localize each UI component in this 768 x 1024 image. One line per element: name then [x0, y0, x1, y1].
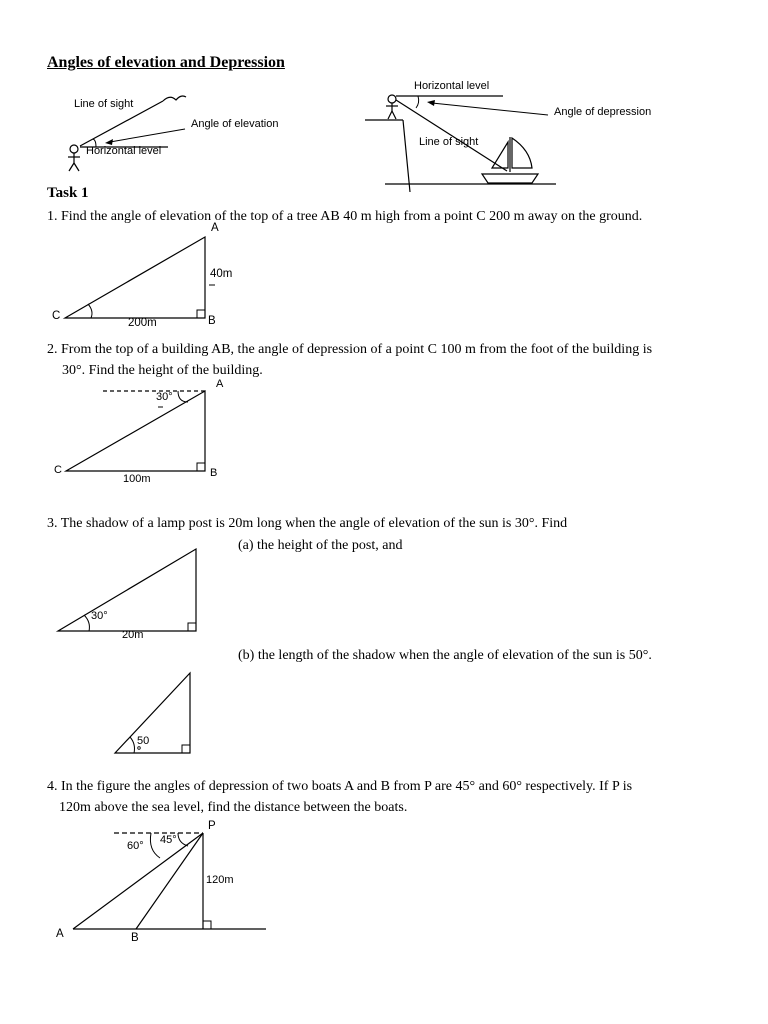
question-2-text-line1: 2. From the top of a building AB, the angle of depression of a point C 100 m from the foot of the building is [47, 342, 653, 357]
q4-label-angle-60: 60° [127, 840, 144, 852]
q4-label-p: P [208, 820, 216, 832]
horizontal-level-label-depression: Horizontal level [414, 80, 490, 92]
line-of-sight-label: Line of sight [74, 98, 134, 110]
angle-of-depression-label: Angle of depression [554, 106, 652, 118]
q1-label-base: 200m [128, 317, 157, 329]
q1-label-c: C [52, 310, 61, 322]
q4-label-angle-45: 45° [160, 834, 177, 846]
q2-label-angle: 30° [156, 391, 173, 403]
question-3-part-a: (a) the height of the post, and [238, 538, 403, 553]
question-1-text: 1. Find the angle of elevation of the top of a tree AB 40 m high from a point C 200 m away on the ground. [47, 209, 643, 224]
q2-label-b: B [210, 467, 218, 479]
horizontal-level-label: Horizontal level [86, 145, 162, 157]
page-title: Angles of elevation and Depression [47, 54, 285, 71]
question-2-text-line2: 30°. Find the height of the building. [62, 363, 263, 378]
q1-label-height: 40m [210, 268, 233, 280]
task-heading: Task 1 [47, 185, 89, 201]
line-of-sight-label-depression: Line of sight [419, 136, 479, 148]
q2-label-a: A [216, 378, 224, 390]
question-4-text-line1: 4. In the figure the angles of depression of two boats A and B from P are 45° and 60° respectively. If P is [47, 779, 633, 794]
question-3-text: 3. The shadow of a lamp post is 20m long when the angle of elevation of the sun is 30°. Find [47, 516, 568, 531]
q3a-label-angle: 30° [91, 610, 108, 622]
q1-label-b: B [208, 315, 216, 327]
q2-label-c: C [54, 464, 62, 476]
q4-line-to-b [136, 833, 203, 929]
q4-angle-60-arc [150, 833, 160, 858]
angle-of-elevation-label: Angle of elevation [191, 118, 279, 130]
q4-right-angle-mark [203, 921, 211, 929]
question-3-part-b: (b) the length of the shadow when the angle of elevation of the sun is 50°. [238, 648, 652, 663]
q4-label-a: A [56, 928, 64, 940]
q2-label-base: 100m [123, 473, 151, 485]
q3a-label-base: 20m [122, 629, 144, 641]
q3b-label-angle: 50 [137, 735, 150, 747]
q4-label-b: B [131, 932, 139, 944]
q4-label-height: 120m [206, 874, 234, 886]
q4-angle-45-arc [178, 833, 188, 846]
q1-label-a: A [211, 222, 219, 234]
question-4-text-line2: 120m above the sea level, find the distance between the boats. [59, 800, 408, 815]
